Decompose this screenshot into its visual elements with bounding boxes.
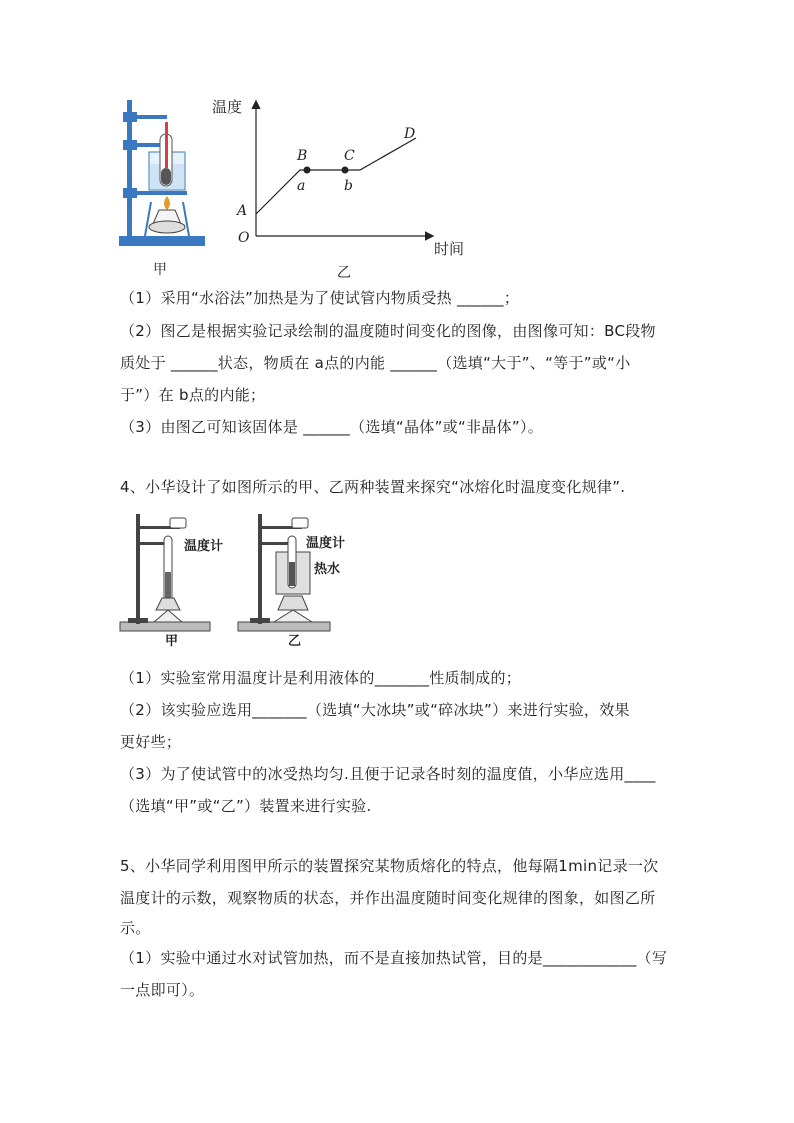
label-C: C — [344, 148, 355, 164]
caption-jia: 甲 — [153, 262, 167, 278]
label-D: D — [404, 126, 416, 142]
label-B: B — [297, 148, 308, 164]
thermo-label-2: 温度计 — [306, 536, 346, 551]
q4-line-4: （3）为了使试管中的冰受热均匀.且便于记录各时刻的温度值，小华应选用____ — [120, 765, 656, 783]
caption-q4-yi: 乙 — [288, 634, 302, 649]
apparatus-figure-q4 — [118, 506, 341, 646]
q3-line-5: （3）由图乙可知该固体是 ______（选填“晶体”或“非晶体”）。 — [120, 418, 544, 436]
q3-line-2: （2）图乙是根据实验记录绘制的温度随时间变化的图像，由图像可知：BC段物 — [120, 322, 656, 340]
point-b — [342, 167, 349, 174]
label-b: b — [344, 178, 353, 194]
q3-line-4: 于”）在 b点的内能； — [120, 386, 266, 404]
point-a — [304, 167, 311, 174]
q4-line-1: （1）实验室常用温度计是利用液体的_______性质制成的； — [120, 669, 522, 687]
apparatus-figure-jia — [115, 92, 210, 252]
q5-line-4: （1）实验中通过水对试管加热，而不是直接加热试管，目的是____________（写 — [120, 949, 668, 967]
q5-line-3: 示。 — [120, 919, 151, 937]
q4-line-5: （选填“甲”或“乙”）装置来进行实验. — [120, 797, 372, 815]
curve-line — [256, 138, 416, 214]
q4-line-2: （2）该实验应选用_______（选填“大冰块”或“碎冰块”）来进行实验，效果 — [120, 701, 630, 719]
q3-line-3: 质处于 ______状态，物质在 a点的内能 ______（选填“大于”、“等于”或“小 — [120, 354, 631, 372]
thermo-label-1: 温度计 — [184, 539, 224, 554]
q5-line-2: 温度计的示数，观察物质的状态，并作出温度随时间变化规律的图象，如图乙所 — [120, 889, 656, 907]
q5-line-5: 一点即可）。 — [120, 981, 205, 999]
hot-water-label: 热水 — [314, 562, 341, 577]
caption-q4-jia: 甲 — [165, 634, 179, 649]
label-A: A — [237, 203, 248, 219]
graph-x-label: 时间 — [434, 240, 465, 258]
caption-yi: 乙 — [337, 265, 351, 281]
q3-line-1: （1）采用“水浴法”加热是为了使试管内物质受热 ______； — [120, 289, 520, 307]
label-origin: O — [238, 230, 250, 246]
q5-line-1: 5、小华同学利用图甲所示的装置探究某物质熔化的特点，他每隔1min记录一次 — [120, 857, 659, 875]
q4-line-3: 更好些； — [120, 733, 182, 751]
q4-title: 4、小华设计了如图所示的甲、乙两种装置来探究“冰熔化时温度变化规律”. — [120, 478, 626, 496]
label-a: a — [297, 178, 306, 194]
graph-y-label: 温度 — [212, 98, 243, 116]
